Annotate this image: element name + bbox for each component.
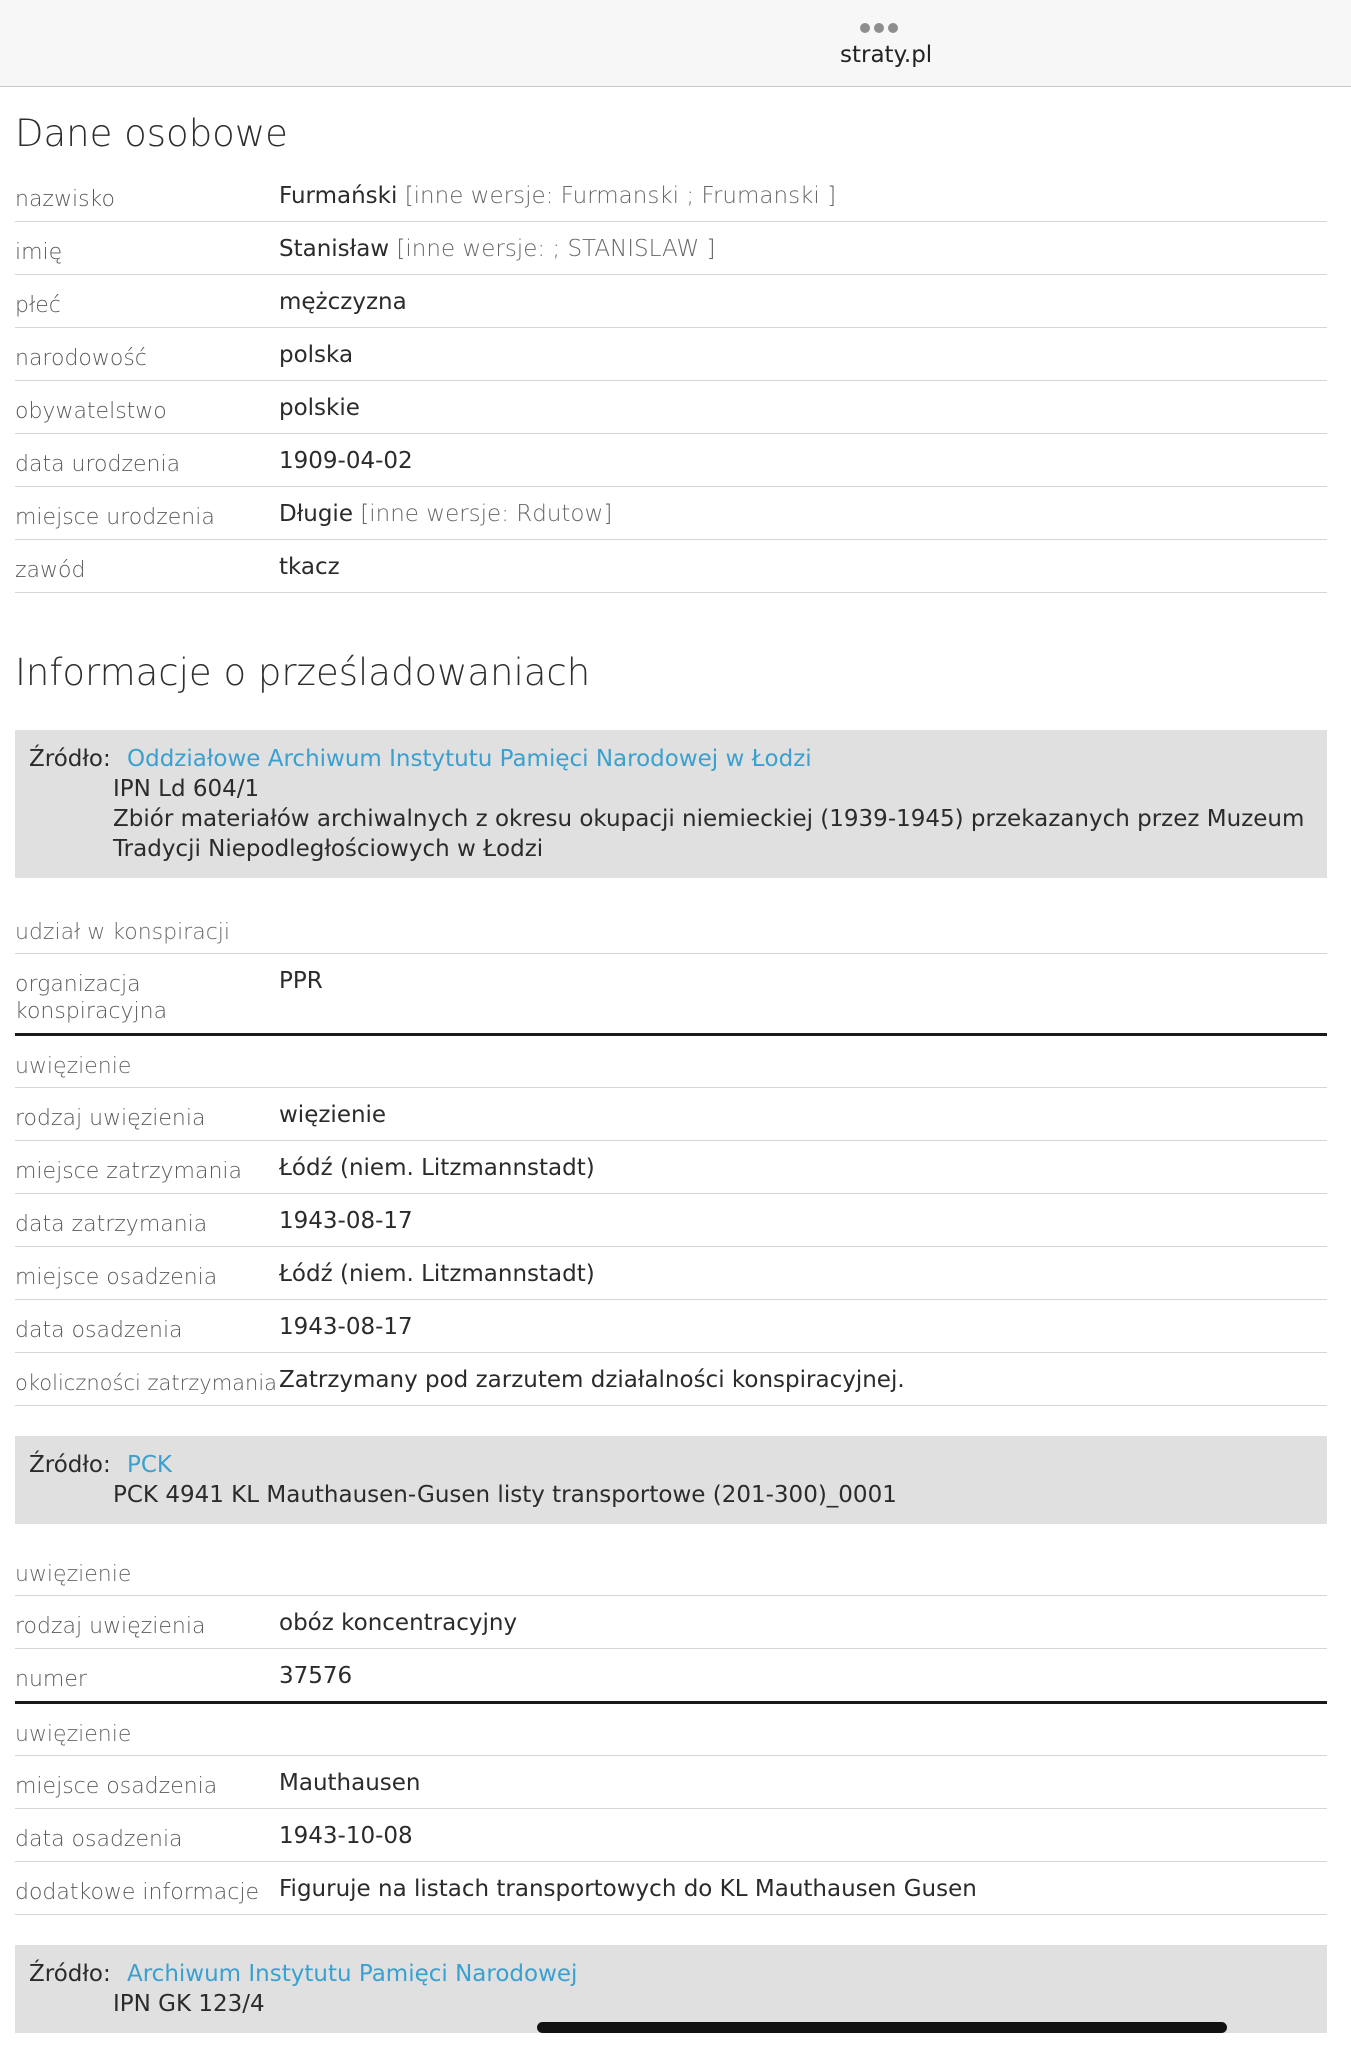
row-value: Mauthausen [279, 1770, 421, 1796]
row-label: data osadzenia [15, 1318, 183, 1343]
section-title-personal: Dane osobowe [15, 112, 288, 155]
subsection-title: udział w konspiracji [15, 902, 1327, 954]
row-value: PPR [279, 968, 323, 994]
source-box [15, 1945, 1327, 2033]
row-value: 1943-08-17 [279, 1314, 413, 1340]
table-row [15, 1756, 1327, 1809]
row-value: 1943-08-17 [279, 1208, 413, 1234]
personal-data-table [15, 169, 1327, 593]
row-alt-versions: [inne wersje: Rdutow] [360, 501, 613, 527]
row-label: rodzaj uwięzienia [15, 1106, 206, 1131]
row-label: organizacja konspiracyjna [15, 972, 168, 1024]
table-row [15, 434, 1327, 487]
section-title-persecution: Informacje o prześladowaniach [15, 651, 591, 694]
table-row [15, 169, 1327, 222]
row-label: nazwisko [15, 187, 115, 212]
row-alt-versions: [inne wersje: ; STANISLAW ] [396, 236, 716, 262]
row-label: data osadzenia [15, 1827, 183, 1852]
page-content [15, 86, 1327, 2033]
source-description: Zbiór materiałów archiwalnych z okresu okupacji niemieckiej (1939-1945) przekazanych przez Muzeum Tradycji Niepodległościowych w Łodzi [113, 806, 1305, 862]
row-value: Długie [279, 501, 353, 527]
row-alt-versions: [inne wersje: Furmanski ; Frumanski ] [404, 183, 837, 209]
table-row [15, 1649, 1327, 1704]
row-value: Figuruje na listach transportowych do KL Mauthausen Gusen [279, 1876, 977, 1902]
row-value: mężczyzna [279, 289, 407, 315]
row-label: miejsce osadzenia [15, 1265, 218, 1290]
row-label: numer [15, 1667, 87, 1692]
source-box [15, 730, 1327, 878]
row-label: zawód [15, 558, 86, 583]
table-row [15, 381, 1327, 434]
table-row [15, 954, 1327, 1036]
table-row [15, 328, 1327, 381]
subsection-title: uwięzienie [15, 1544, 1327, 1596]
row-value: 1909-04-02 [279, 448, 413, 474]
row-label: miejsce urodzenia [15, 505, 215, 530]
row-value: Łódź (niem. Litzmannstadt) [279, 1155, 595, 1181]
table-row [15, 540, 1327, 593]
table-row [15, 1088, 1327, 1141]
more-options-icon[interactable] [860, 18, 906, 30]
table-row [15, 1300, 1327, 1353]
subsection-title: uwięzienie [15, 1704, 1327, 1756]
row-value: 1943-10-08 [279, 1823, 413, 1849]
source-link[interactable]: Oddziałowe Archiwum Instytutu Pamięci Narodowej w Łodzi [127, 746, 812, 772]
source-ref: IPN Ld 604/1 [113, 776, 260, 802]
url-domain[interactable]: straty.pl [840, 42, 933, 68]
source-link[interactable]: Archiwum Instytutu Pamięci Narodowej [127, 1961, 578, 1987]
home-indicator[interactable] [537, 2022, 1227, 2033]
row-value: Zatrzymany pod zarzutem działalności konspiracyjnej. [279, 1367, 905, 1393]
row-value: polskie [279, 395, 360, 421]
table-row [15, 487, 1327, 540]
table-row [15, 1353, 1327, 1406]
browser-top-bar [0, 0, 1351, 87]
row-label: rodzaj uwięzienia [15, 1614, 206, 1639]
row-label: data zatrzymania [15, 1212, 208, 1237]
row-value: obóz koncentracyjny [279, 1610, 518, 1636]
source-label: Źródło: [29, 1961, 111, 1987]
row-value: Stanisław [279, 236, 390, 262]
row-label: obywatelstwo [15, 399, 167, 424]
table-row [15, 1141, 1327, 1194]
subsection-title: uwięzienie [15, 1036, 1327, 1088]
row-label: narodowość [15, 346, 147, 371]
source-label: Źródło: [29, 1452, 111, 1478]
row-value: tkacz [279, 554, 340, 580]
table-row [15, 1194, 1327, 1247]
table-row [15, 1809, 1327, 1862]
table-row [15, 1247, 1327, 1300]
table-row [15, 275, 1327, 328]
row-label: dodatkowe informacje [15, 1880, 260, 1905]
row-value: Furmański [279, 183, 398, 209]
row-value: więzienie [279, 1102, 387, 1128]
row-value: polska [279, 342, 354, 368]
source-link[interactable]: PCK [127, 1452, 173, 1478]
source-label: Źródło: [29, 746, 111, 772]
row-label: data urodzenia [15, 452, 181, 477]
row-label: miejsce osadzenia [15, 1774, 218, 1799]
source-box [15, 1436, 1327, 1524]
source-ref: PCK 4941 KL Mauthausen-Gusen listy transportowe (201-300)_0001 [113, 1482, 897, 1508]
row-label: imię [15, 240, 63, 265]
row-label: okoliczności zatrzymania [15, 1371, 278, 1395]
source-ref: IPN GK 123/4 [113, 1991, 265, 2017]
row-value: 37576 [279, 1663, 353, 1689]
table-row [15, 1596, 1327, 1649]
row-label: miejsce zatrzymania [15, 1159, 242, 1184]
table-row [15, 1862, 1327, 1915]
row-value: Łódź (niem. Litzmannstadt) [279, 1261, 595, 1287]
table-row [15, 222, 1327, 275]
row-label: płeć [15, 293, 61, 318]
